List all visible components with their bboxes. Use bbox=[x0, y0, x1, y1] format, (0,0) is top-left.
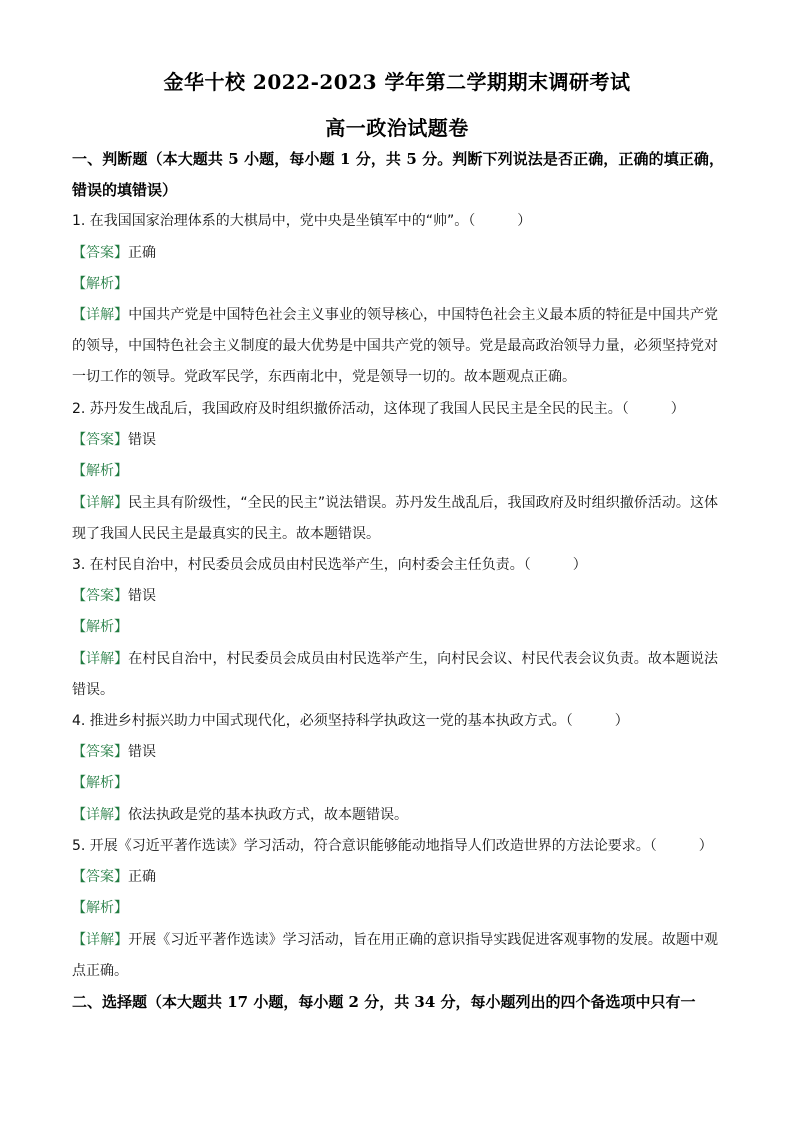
answer-label: 【答案】 bbox=[72, 432, 128, 448]
detail-label: 【详解】 bbox=[72, 307, 129, 323]
analysis-label: 【解析】 bbox=[72, 775, 128, 791]
question-4-stem: 4. 推进乡村振兴助力中国式现代化，必须坚持科学执政这一党的基本执政方式。（ ） bbox=[72, 713, 629, 729]
question-2-stem: 2. 苏丹发生战乱后，我国政府及时组织撤侨活动，这体现了我国人民民主是全民的民主。（ ） bbox=[72, 401, 685, 417]
answer-value: 正确 bbox=[128, 245, 156, 261]
answer-value: 错误 bbox=[128, 588, 156, 604]
detail-label: 【详解】 bbox=[72, 495, 129, 511]
question-5-answer bbox=[72, 862, 724, 893]
answer-value: 错误 bbox=[128, 432, 156, 448]
question-1-analysis bbox=[72, 269, 724, 300]
detail-text: 中国共产党是中国特色社会主义事业的领导核心，中国特色社会主义最本质的特征是中国共产党的领导，中国特色社会主义制度的最大优势是中国共产党的领导。党是最高政治领导力量，必须坚持党对一切工作的领导。党政军民学，东西南北中，党是领导一切的。故本题观点正确。 bbox=[72, 307, 719, 385]
detail-label: 【详解】 bbox=[72, 807, 128, 823]
question-1-stem: 1. 在我国国家治理体系的大棋局中，党中央是坐镇军中的“帅”。（ ） bbox=[72, 213, 532, 229]
question-3-stem: 3. 在村民自治中，村民委员会成员由村民选举产生，向村委会主任负责。（ ） bbox=[72, 557, 587, 573]
question-2-analysis bbox=[72, 456, 724, 487]
answer-label: 【答案】 bbox=[72, 245, 128, 261]
question-3-detail bbox=[72, 644, 718, 706]
question-1-detail bbox=[72, 300, 718, 393]
question-5-detail bbox=[72, 925, 718, 987]
answer-label: 【答案】 bbox=[72, 744, 128, 760]
question-4-analysis bbox=[72, 768, 724, 799]
question-2-detail bbox=[72, 488, 718, 550]
question-4-answer bbox=[72, 737, 724, 768]
detail-text: 依法执政是党的基本执政方式，故本题错误。 bbox=[128, 807, 408, 823]
detail-label: 【详解】 bbox=[72, 651, 129, 667]
question-5-analysis bbox=[72, 893, 724, 924]
analysis-label: 【解析】 bbox=[72, 463, 128, 479]
question-5-stem: 5. 开展《习近平著作选读》学习活动，符合意识能够能动地指导人们改造世界的方法论要求。（ ） bbox=[72, 838, 713, 854]
answer-value: 正确 bbox=[128, 869, 156, 885]
question-1-answer bbox=[72, 238, 724, 269]
detail-text: 开展《习近平著作选读》学习活动，旨在用正确的意识指导实践促进客观事物的发展。故题中观点正确。 bbox=[72, 932, 719, 979]
analysis-label: 【解析】 bbox=[72, 276, 128, 292]
section-1-heading: 一、判断题（本大题共 5 小题，每小题 1 分，共 5 分。判断下列说法是否正确，正确的填正确，错误的填错误） bbox=[72, 150, 724, 199]
question-2-answer bbox=[72, 425, 724, 456]
analysis-label: 【解析】 bbox=[72, 900, 128, 916]
exam-title: 金华十校 2022-2023 学年第二学期期末调研考试 bbox=[163, 70, 631, 94]
detail-text: 民主具有阶级性，“全民的民主”说法错误。苏丹发生战乱后，我国政府及时组织撤侨活动。这体现了我国人民民主是最真实的民主。故本题错误。 bbox=[72, 495, 718, 542]
question-4-detail bbox=[72, 800, 724, 831]
answer-label: 【答案】 bbox=[72, 588, 128, 604]
answer-label: 【答案】 bbox=[72, 869, 128, 885]
question-3-analysis bbox=[72, 612, 724, 643]
answer-value: 错误 bbox=[128, 744, 156, 760]
question-3-answer bbox=[72, 581, 724, 612]
detail-label: 【详解】 bbox=[72, 932, 129, 948]
detail-text: 在村民自治中，村民委员会成员由村民选举产生，向村民会议、村民代表会议负责。故本题说法错误。 bbox=[72, 651, 719, 698]
section-2-heading: 二、选择题（本大题共 17 小题，每小题 2 分，共 34 分，每小题列出的四个备选项中只有一 bbox=[72, 993, 696, 1011]
analysis-label: 【解析】 bbox=[72, 619, 128, 635]
exam-subtitle: 高一政治试题卷 bbox=[325, 116, 469, 140]
